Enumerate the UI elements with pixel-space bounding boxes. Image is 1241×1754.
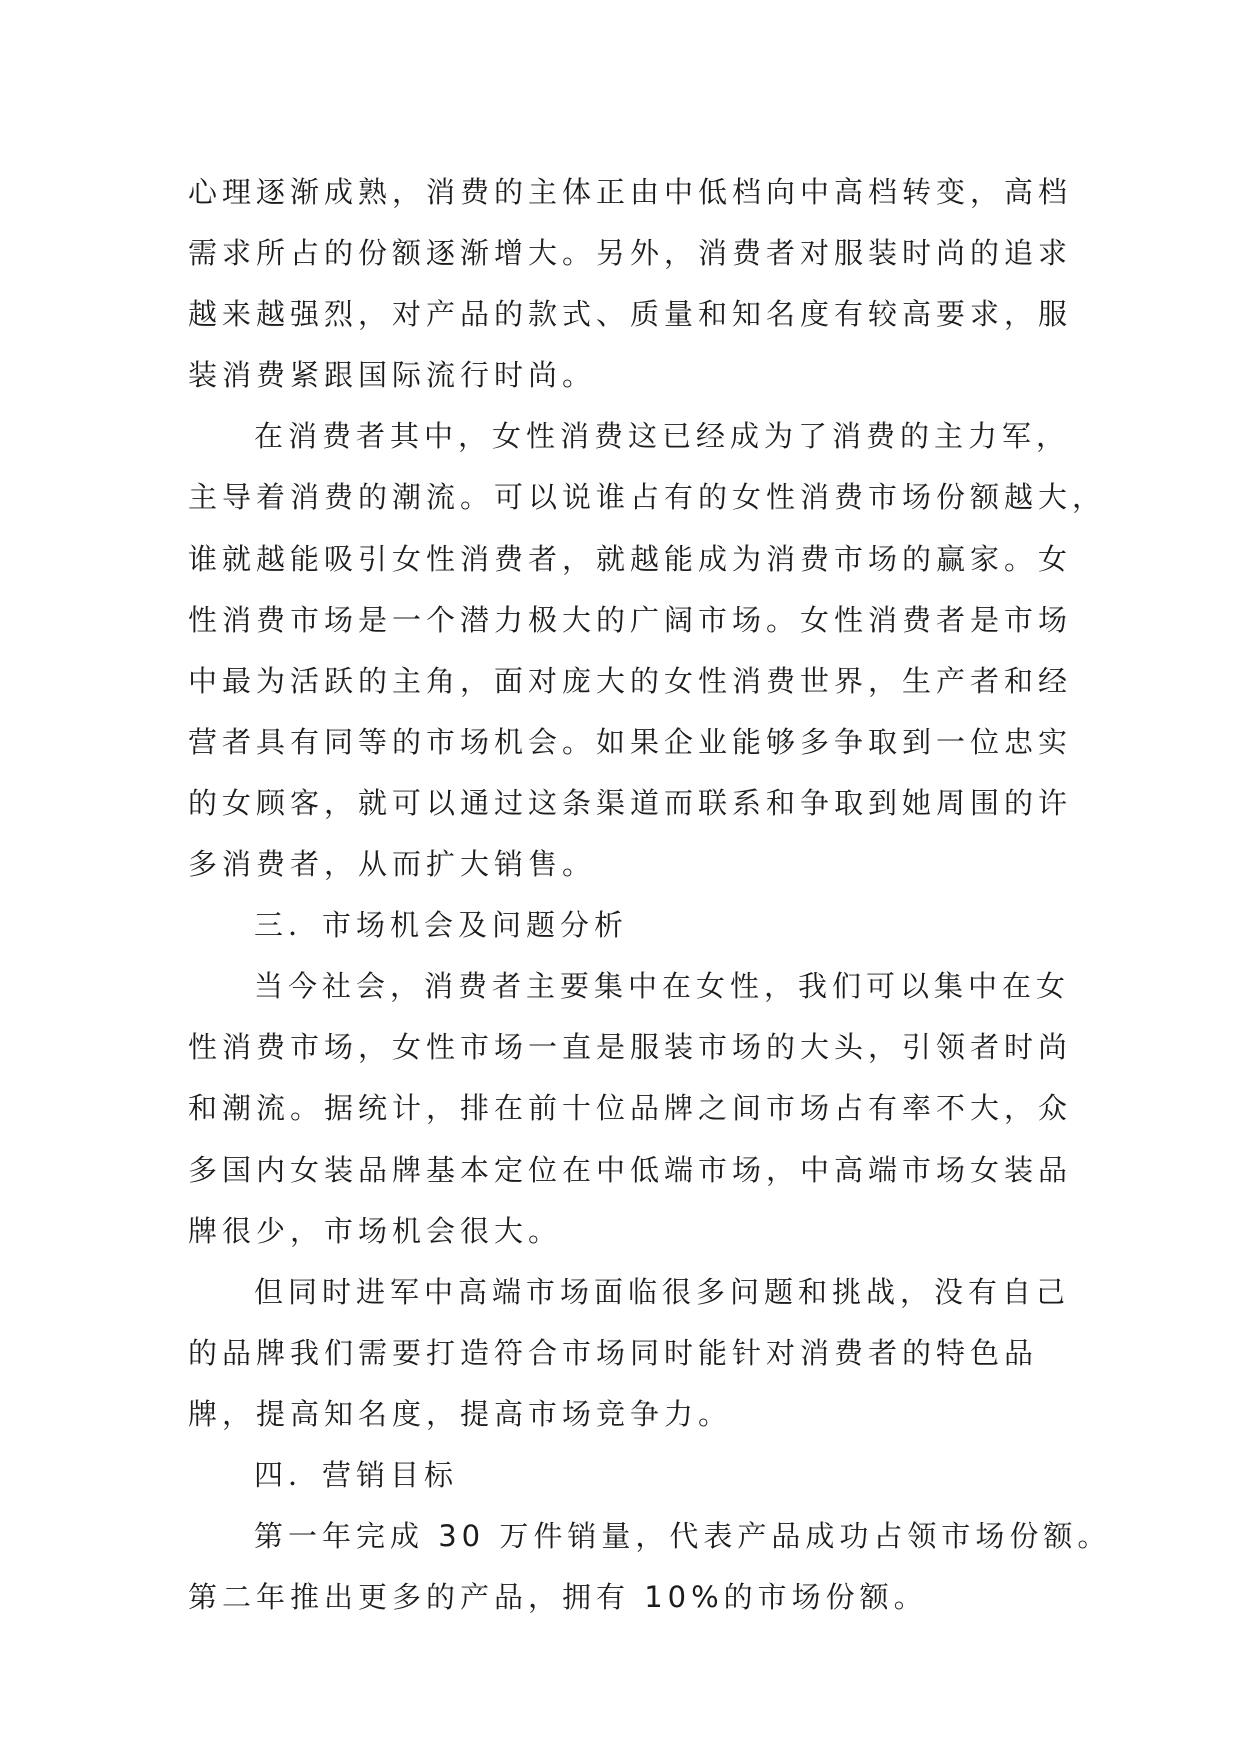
text-line: 多消费者，从而扩大销售。	[188, 847, 597, 882]
text-line: 性消费市场，女性市场一直是服装市场的大头，引领者时尚	[188, 1030, 1073, 1065]
text-line: 牌，提高知名度，提高市场竞争力。	[188, 1396, 733, 1431]
text-line: 第二年推出更多的产品，拥有 10%的市场份额。	[188, 1580, 928, 1615]
text-line: 的女顾客，就可以通过这条渠道而联系和争取到她周围的许	[188, 785, 1073, 820]
heading-line: 三．市场机会及问题分析	[254, 908, 629, 943]
text-line: 和潮流。据统计，排在前十位品牌之间市场占有率不大，众	[188, 1091, 1073, 1126]
text-line: 谁就越能吸引女性消费者，就越能成为消费市场的赢家。女	[188, 541, 1073, 576]
text-line: 营者具有同等的市场机会。如果企业能够多争取到一位忠实	[188, 724, 1073, 759]
text-line: 主导着消费的潮流。可以说谁占有的女性消费市场份额越大，	[188, 480, 1107, 515]
text-line: 性消费市场是一个潜力极大的广阔市场。女性消费者是市场	[188, 602, 1073, 637]
paragraph-goals	[188, 1506, 1112, 1628]
text-line: 的品牌我们需要打造符合市场同时能针对消费者的特色品	[188, 1335, 1039, 1370]
text-line: 心理逐渐成熟，消费的主体正由中低档向中高档转变，高档	[188, 175, 1073, 209]
paragraph-consumer-maturity	[188, 162, 1073, 406]
document-body	[188, 162, 1112, 1628]
heading-line: 四．营销目标	[254, 1457, 459, 1492]
text-line: 需求所占的份额逐渐增大。另外，消费者对服装时尚的追求	[188, 236, 1073, 271]
paragraph-market-analysis	[188, 956, 1073, 1261]
text-line: 在消费者其中，女性消费这已经成为了消费的主力军，	[254, 419, 1071, 454]
text-line: 多国内女装品牌基本定位在中低端市场，中高端市场女装品	[188, 1152, 1073, 1187]
text-line: 第一年完成 30 万件销量，代表产品成功占领市场份额。	[254, 1519, 1112, 1554]
text-line: 装消费紧跟国际流行时尚。	[188, 358, 597, 393]
text-line: 中最为活跃的主角，面对庞大的女性消费世界，生产者和经	[188, 663, 1073, 698]
section-heading-market-opportunity	[188, 895, 1058, 956]
paragraph-female-consumers	[188, 406, 1107, 895]
text-line: 牌很少，市场机会很大。	[188, 1213, 563, 1248]
section-heading-marketing-goals	[188, 1445, 1058, 1506]
text-line: 越来越强烈，对产品的款式、质量和知名度有较高要求，服	[188, 297, 1073, 332]
paragraph-challenges	[188, 1262, 1071, 1445]
text-line: 但同时进军中高端市场面临很多问题和挑战，没有自己	[254, 1274, 1071, 1309]
text-line: 当今社会，消费者主要集中在女性，我们可以集中在女	[254, 969, 1071, 1004]
